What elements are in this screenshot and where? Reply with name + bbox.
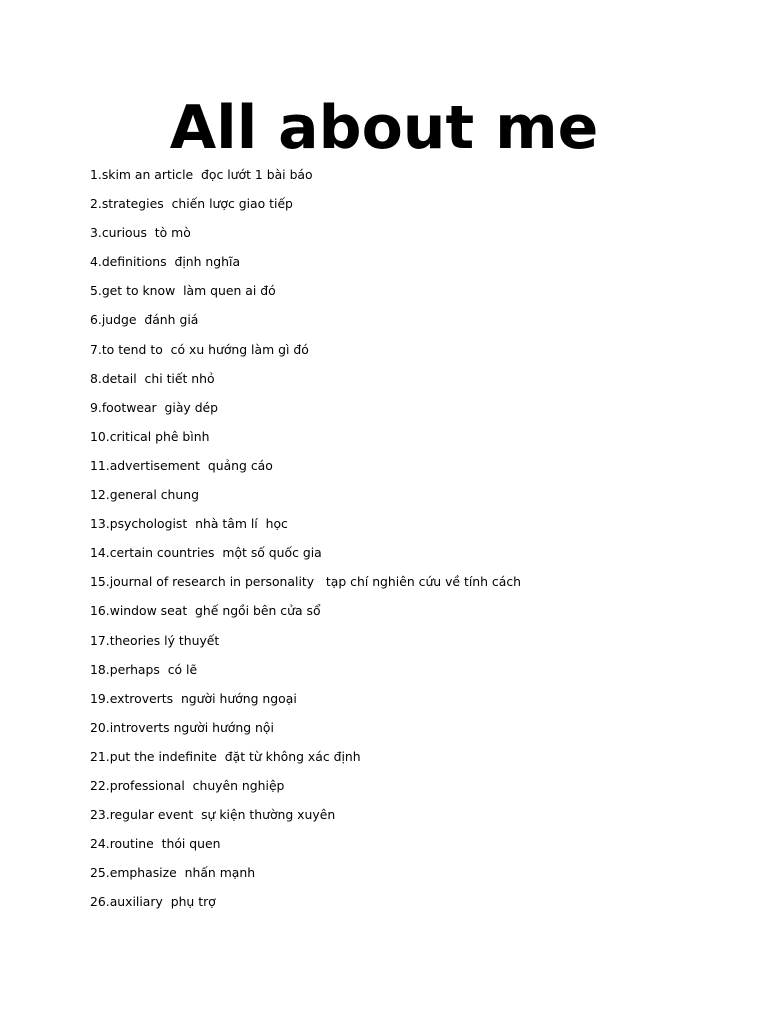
vocab-item: 7.to tend to có xu hướng làm gì đó xyxy=(90,341,309,357)
vocab-item: 11.advertisement quảng cáo xyxy=(90,457,273,473)
vocab-item: 25.emphasize nhấn mạnh xyxy=(90,865,256,881)
vocab-item: 5.get to know làm quen ai đó xyxy=(90,283,276,299)
vocab-item: 1.skim an article đọc lướt 1 bài báo xyxy=(90,167,313,182)
vocab-item: 3.curious tò mò xyxy=(90,225,191,241)
vocab-item: 9.footwear giày dép xyxy=(90,399,219,415)
vocab-item: 18.perhaps có lẽ xyxy=(90,661,198,677)
page-title: All about me xyxy=(169,93,599,163)
vocab-item: 26.auxiliary phụ trợ xyxy=(90,894,216,910)
vocab-item: 10.critical phê bình xyxy=(90,428,210,444)
vocab-item: 23.regular event sự kiện thường xuyên xyxy=(90,807,336,823)
vocab-item: 19.extroverts người hướng ngoại xyxy=(90,690,297,706)
vocab-item: 4.definitions định nghĩa xyxy=(90,254,241,270)
vocab-item: 2.strategies chiến lược giao tiếp xyxy=(90,196,293,212)
vocab-item: 17.theories lý thuyết xyxy=(90,632,220,648)
vocab-item: 14.certain countries một số quốc gia xyxy=(90,545,322,561)
vocabulary-list xyxy=(90,160,730,916)
vocab-item: 12.general chung xyxy=(90,487,199,503)
vocab-item: 6.judge đánh giá xyxy=(90,312,199,328)
vocab-item: 22.professional chuyên nghiệp xyxy=(90,777,285,793)
vocab-item: 8.detail chi tiết nhỏ xyxy=(90,370,215,386)
vocab-item: 21.put the indefinite đặt từ không xác định xyxy=(90,748,361,764)
vocab-item: 16.window seat ghế ngồi bên cửa sổ xyxy=(90,603,321,619)
vocab-item: 24.routine thói quen xyxy=(90,836,221,852)
vocab-item: 20.introverts người hướng nội xyxy=(90,719,274,735)
vocab-item: 15.journal of research in personality tạp chí nghiên cứu về tính cách xyxy=(90,574,521,590)
vocab-item: 13.psychologist nhà tâm lí học xyxy=(90,516,288,532)
